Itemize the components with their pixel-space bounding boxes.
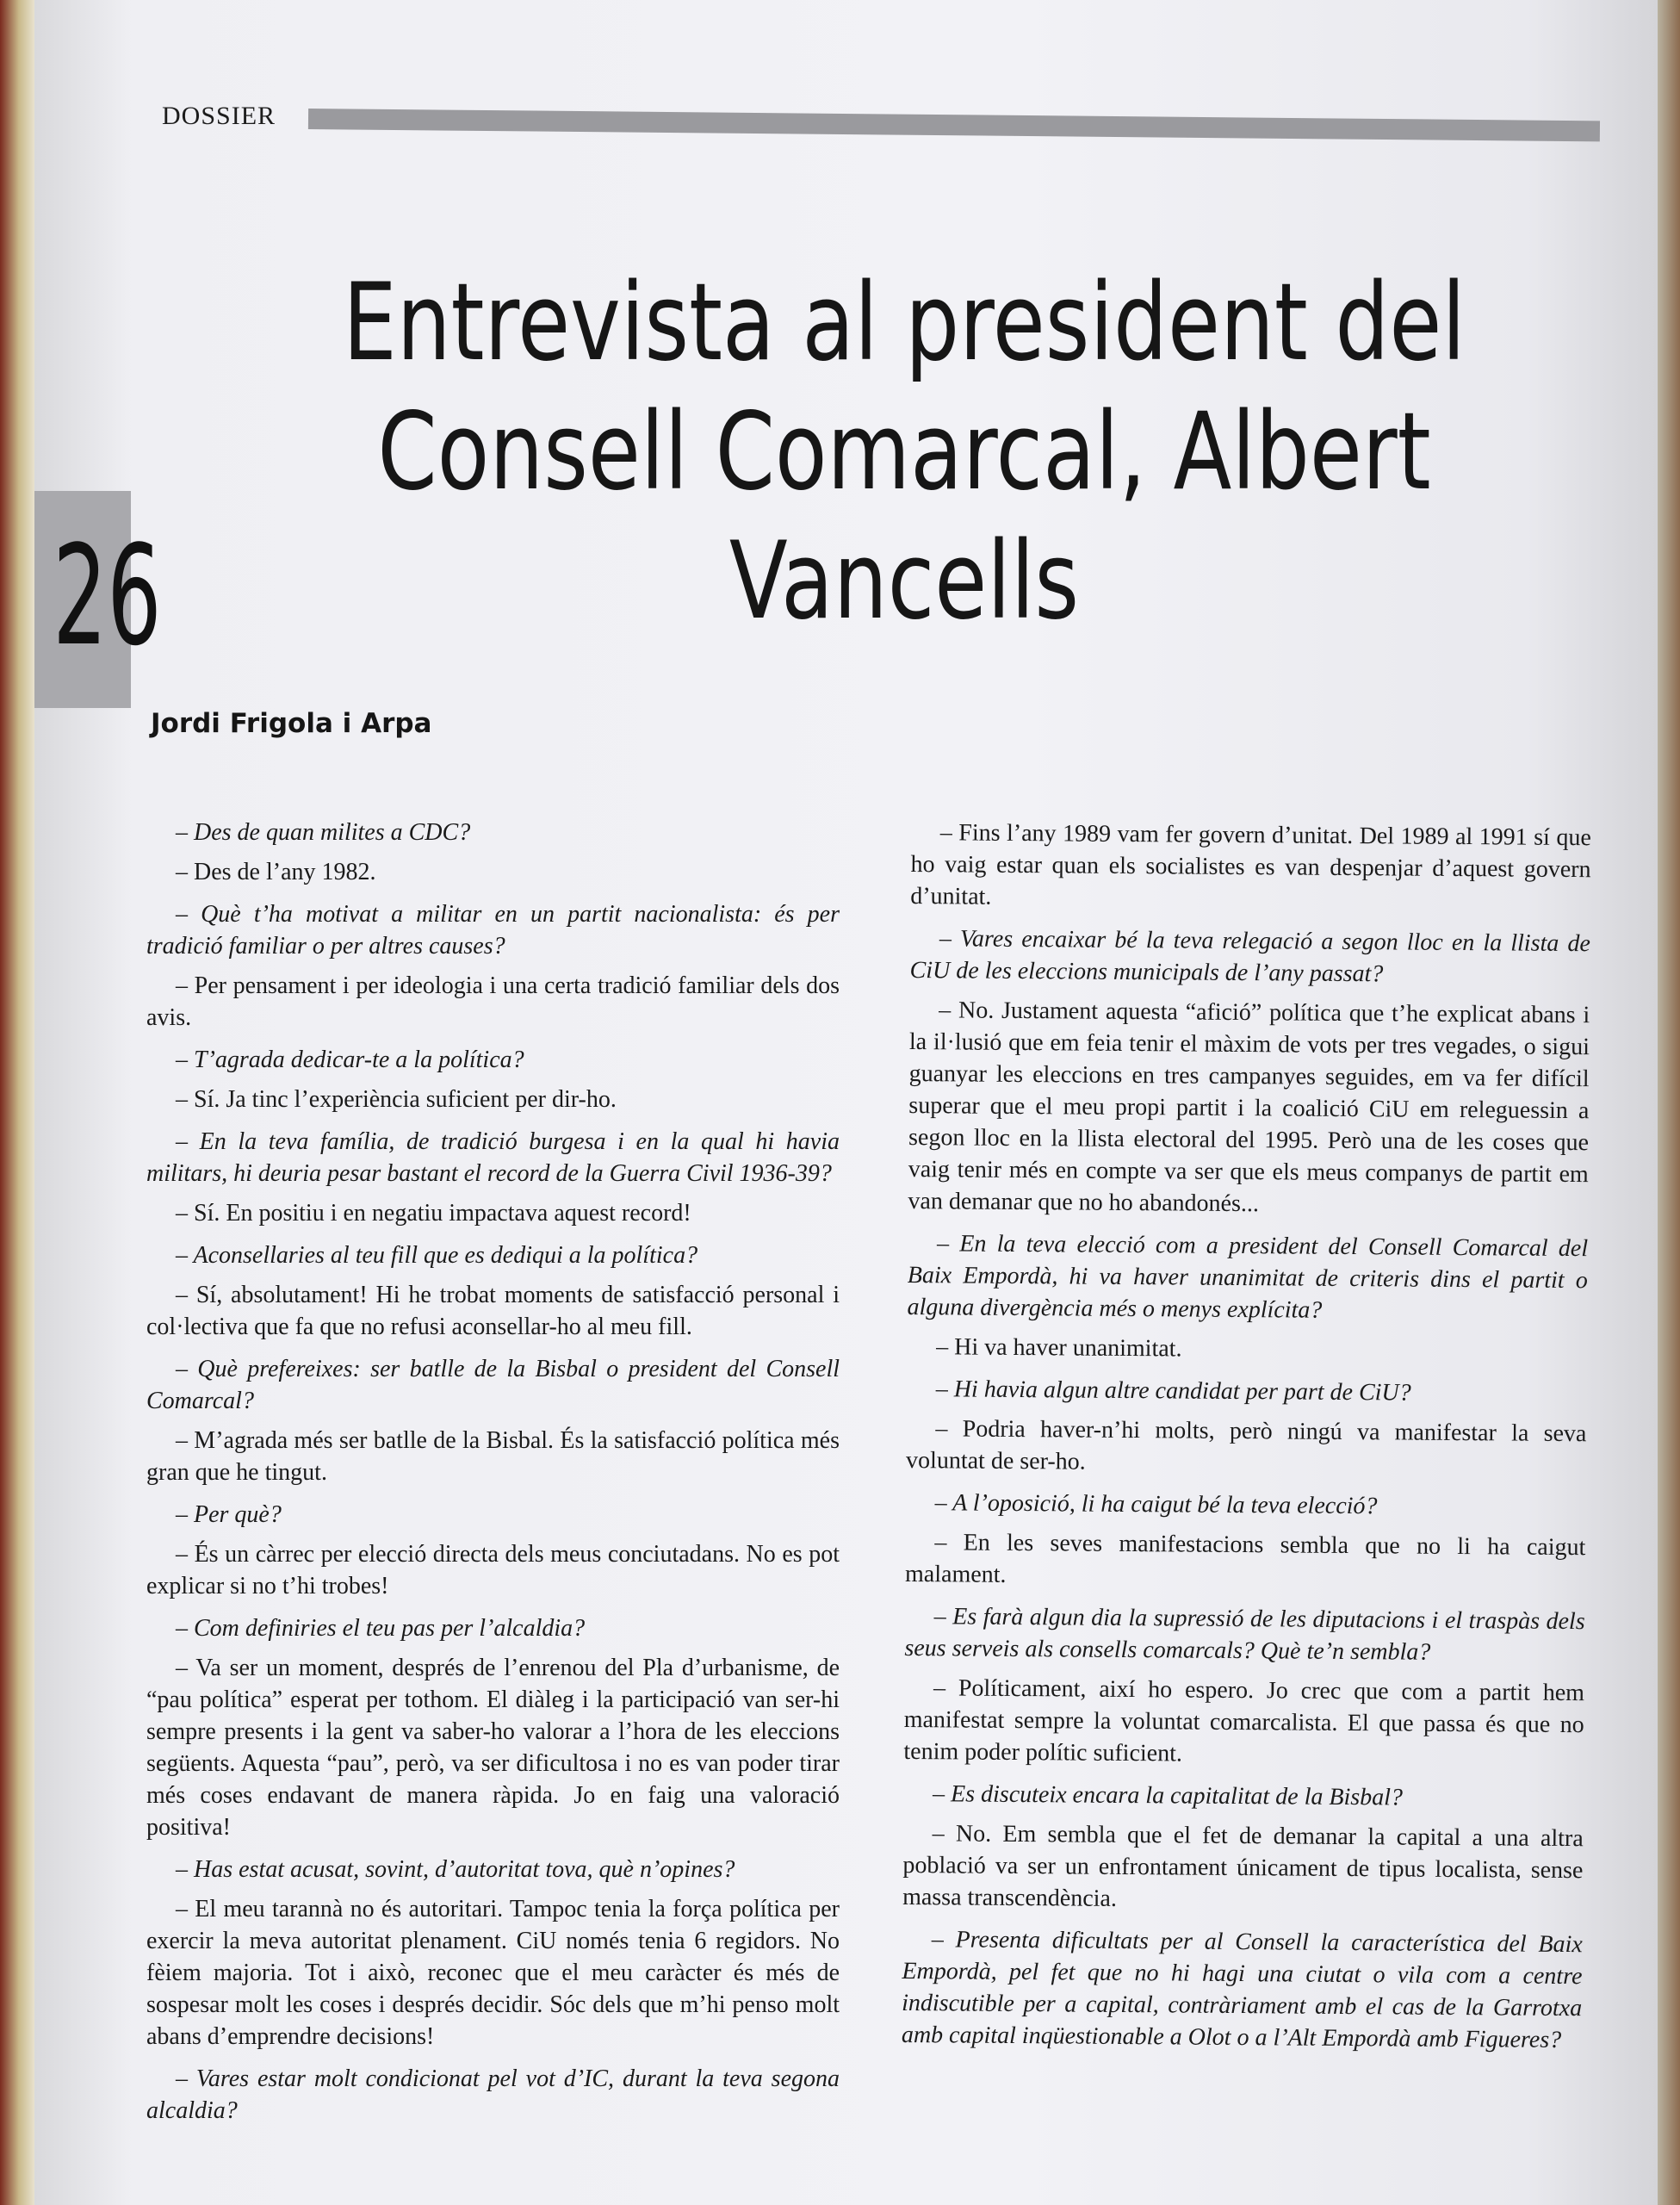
interview-answer: – Hi va haver unanimitat. [936, 1333, 1182, 1363]
interview-question: – Vares encaixar bé la teva relegació a segon lloc en la llista de CiU de les eleccions municipals de l’any passat? [909, 925, 1590, 988]
interview-answer: – Políticament, així ho espero. Jo crec que com a partit hem manifestat sempre la voluntat comarcalista. El que passa és que no tenim poder polític suficient. [903, 1674, 1585, 1767]
interview-question: – Vares estar molt condicionat pel vot d’IC, durant la teva segona alcaldia? [146, 2065, 840, 2124]
interview-question: – Hi havia algun altre candidat per part de CiU? [935, 1376, 1411, 1407]
interview-question: – Es discuteix encara la capitalitat de la Bisbal? [932, 1780, 1404, 1811]
interview-question: – T’agrada dedicar-te a la política? [176, 1047, 524, 1073]
interview-answer: – Va ser un moment, després de l’enrenou del Pla d’urbanisme, de “pau política” esperat per tothom. El diàleg i la participació van ser-hi sempre presents i la gent va saber-ho valorar a l’hora de les eleccions següents. Aquesta “pau”, però, va ser dificultosa i no es van poder tirar més coses endavant de manera ràpida. Jo en faig una valoració positiva! [146, 1655, 840, 1841]
page-edge [1658, 0, 1680, 2205]
interview-answer: – Sí. En positiu i en negatiu impactava aquest record! [176, 1200, 691, 1227]
interview-answer: – Sí. Ja tinc l’experiència suficient per dir-ho. [176, 1086, 617, 1113]
interview-question: – Aconsellaries al teu fill que es dediqui a la política? [176, 1242, 698, 1269]
interview-answer: – Podria haver-n’hi molts, però ningú va manifestar la seva voluntat de ser-ho. [906, 1415, 1587, 1475]
interview-answer: – És un càrrec per elecció directa dels meus conciutadans. No es pot explicar si no t’hi trobes! [146, 1541, 840, 1599]
interview-question: – En la teva elecció com a president del Consell Comarcal del Baix Empordà, hi va haver unanimitat de criteris dins el partit o alguna divergència més o menys explícita? [907, 1230, 1589, 1324]
title-line-1: Entrevista al president del [343, 261, 1466, 385]
interview-question: – Què t’ha motivat a militar en un partit nacionalista: és per tradició familiar o per altres causes? [146, 901, 840, 960]
interview-answer: – Per pensament i per ideologia i una certa tradició familiar dels dos avis. [146, 972, 840, 1031]
interview-question: – Has estat acusat, sovint, d’autoritat tova, què n’opines? [176, 1856, 735, 1883]
interview-question: – A l’oposició, li ha caigut bé la teva elecció? [934, 1489, 1378, 1520]
interview-question: – Què prefereixes: ser batlle de la Bisbal o president del Consell Comarcal? [146, 1356, 840, 1414]
page-number: 26 [53, 515, 162, 676]
interview-answer: – M’agrada més ser batlle de la Bisbal. És la satisfacció política més gran que he tingut. [146, 1427, 840, 1486]
interview-answer: – Des de l’any 1982. [176, 859, 376, 885]
interview-answer: – No. Em sembla que el fet de demanar la capital a una altra població va ser un enfrontament únicament de tipus localista, sense massa transcendència. [902, 1820, 1584, 1912]
interview-question: – En la teva família, de tradició burgesa i en la qual hi havia militars, hi deuria pesar bastant el record de la Guerra Civil 1936-39? [146, 1128, 840, 1187]
interview-answer: – No. Justament aquesta “afició” política que t’he explicat abans i la il·lusió que em feia tenir el màxim de vots per tres vegades, o sigui guanyar les eleccions en tres campanyes seguides, em va fer difícil superar que el meu propi partit i la coalició CiU em releguessin a segon lloc en la llista electoral del 1995. Però una de les coses que vaig tenir més en compte va ser que els meus companys de partit em van demanar que no ho abandonés... [908, 997, 1590, 1218]
interview-question: – Com definiries el teu pas per l’alcaldia? [176, 1615, 586, 1642]
interview-answer: – Sí, absolutament! Hi he trobat moments de satisfacció personal i col·lectiva que fa que no refusi aconsellar-ho al meu fill. [146, 1282, 840, 1340]
section-label: DOSSIER [162, 102, 276, 130]
interview-question: – Des de quan milites a CDC? [176, 819, 471, 846]
interview-answer: – El meu tarannà no és autoritari. Tampoc tenia la força política per exercir la meva autoritat plenament. CiU només tenia 6 regidors. No fèiem majoria. Tot i això, reconec que el meu caràcter és més de sospesar molt les coses i després decidir. Sóc dels que m’hi penso molt abans d’emprendre decisions! [146, 1896, 840, 2050]
interview-answer: – En les seves manifestacions sembla que no li ha caigut malament. [904, 1529, 1586, 1588]
interview-column-right [902, 817, 1591, 2064]
interview-answer: – Fins l’any 1989 vam fer govern d’unitat. Del 1989 al 1991 sí que ho vaig estar quan els socialistes es van despenjar d’aquest govern d’unitat. [910, 819, 1591, 910]
author-byline: Jordi Frigola i Arpa [151, 708, 432, 739]
book-spine [0, 0, 34, 2205]
title-line-2: Consell Comarcal, Albert Vancells [377, 390, 1431, 643]
article-title [319, 258, 1490, 646]
interview-question: – Presenta dificultats per al Consell la característica del Baix Empordà, pel fet que no hi hagi una ciutat o vila com a centre indiscutible per a capital, contràriament amb el cas de la Garrotxa amb capital inqüestionable a Olot o a l’Alt Empordà amb Figueres? [901, 1926, 1583, 2053]
interview-question: – Es farà algun dia la supressió de les diputacions i el traspàs dels seus serveis als consells comarcals? Què te’n sembla? [904, 1603, 1585, 1666]
interview-column-left [146, 817, 840, 2134]
interview-question: – Per què? [176, 1501, 282, 1528]
